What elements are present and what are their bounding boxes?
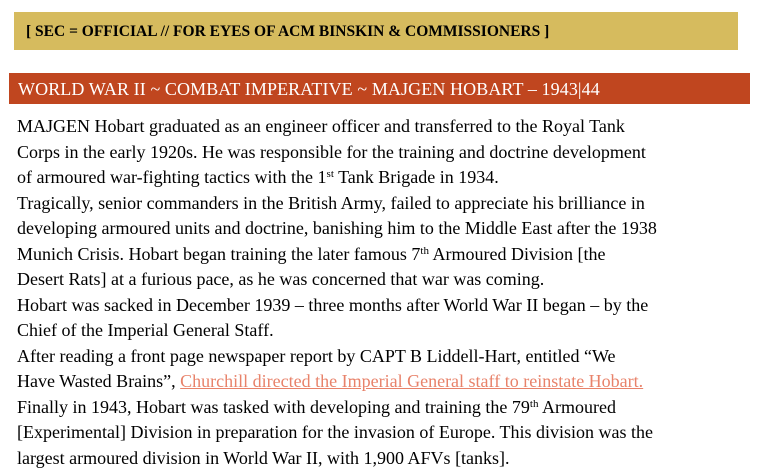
body-line: of armoured war-fighting tactics with the 1st Tank Brigade in 1934. (17, 167, 499, 187)
security-classification-text: [ SEC = OFFICIAL // FOR EYES OF ACM BINSKIN & COMMISSIONERS ] (26, 23, 550, 40)
body-line: [Experimental] Division in preparation for the invasion of Europe. This division was the (17, 422, 654, 442)
reinstate-hobart-link[interactable]: Churchill directed the Imperial General staff to reinstate Hobart. (180, 371, 644, 391)
ordinal-suffix: th (529, 397, 539, 410)
body-line: Finally in 1943, Hobart was tasked with developing and training the 79th Armoured (17, 396, 616, 417)
security-classification-banner (14, 12, 738, 50)
section-header (9, 73, 750, 104)
body-line: largest armoured division in World War II, with 1,900 AFVs [tanks]. (17, 447, 510, 468)
body-line: After reading a front page newspaper report by CAPT B Liddell-Hart, entitled “We (17, 345, 616, 366)
body-line: Hobart was sacked in December 1939 – three months after World War II began – by the (17, 294, 649, 315)
body-line: Munich Crisis. Hobart began training the later famous 7th Armoured Division [the (17, 243, 606, 264)
body-line: Corps in the early 1920s. He was responsible for the training and doctrine development (17, 141, 646, 162)
body-text (17, 114, 747, 471)
body-line: MAJGEN Hobart graduated as an engineer officer and transferred to the Royal Tank (17, 116, 625, 136)
body-line: Have Wasted Brains”, Churchill directed the Imperial General staff to reinstate Hobart. (17, 371, 644, 391)
body-line: Tragically, senior commanders in the British Army, failed to appreciate his brilliance in (17, 192, 645, 213)
body-line: developing armoured units and doctrine, banishing him to the Middle East after the 1938 (17, 218, 657, 238)
body-line: Desert Rats] at a furious pace, as he was concerned that war was coming. (17, 269, 545, 289)
ordinal-suffix: st (326, 168, 334, 180)
ordinal-suffix: th (420, 244, 429, 257)
section-header-title: WORLD WAR II ~ COMBAT IMPERATIVE ~ MAJGEN HOBART – 1943|44 (18, 79, 600, 99)
body-line: Chief of the Imperial General Staff. (17, 320, 274, 340)
